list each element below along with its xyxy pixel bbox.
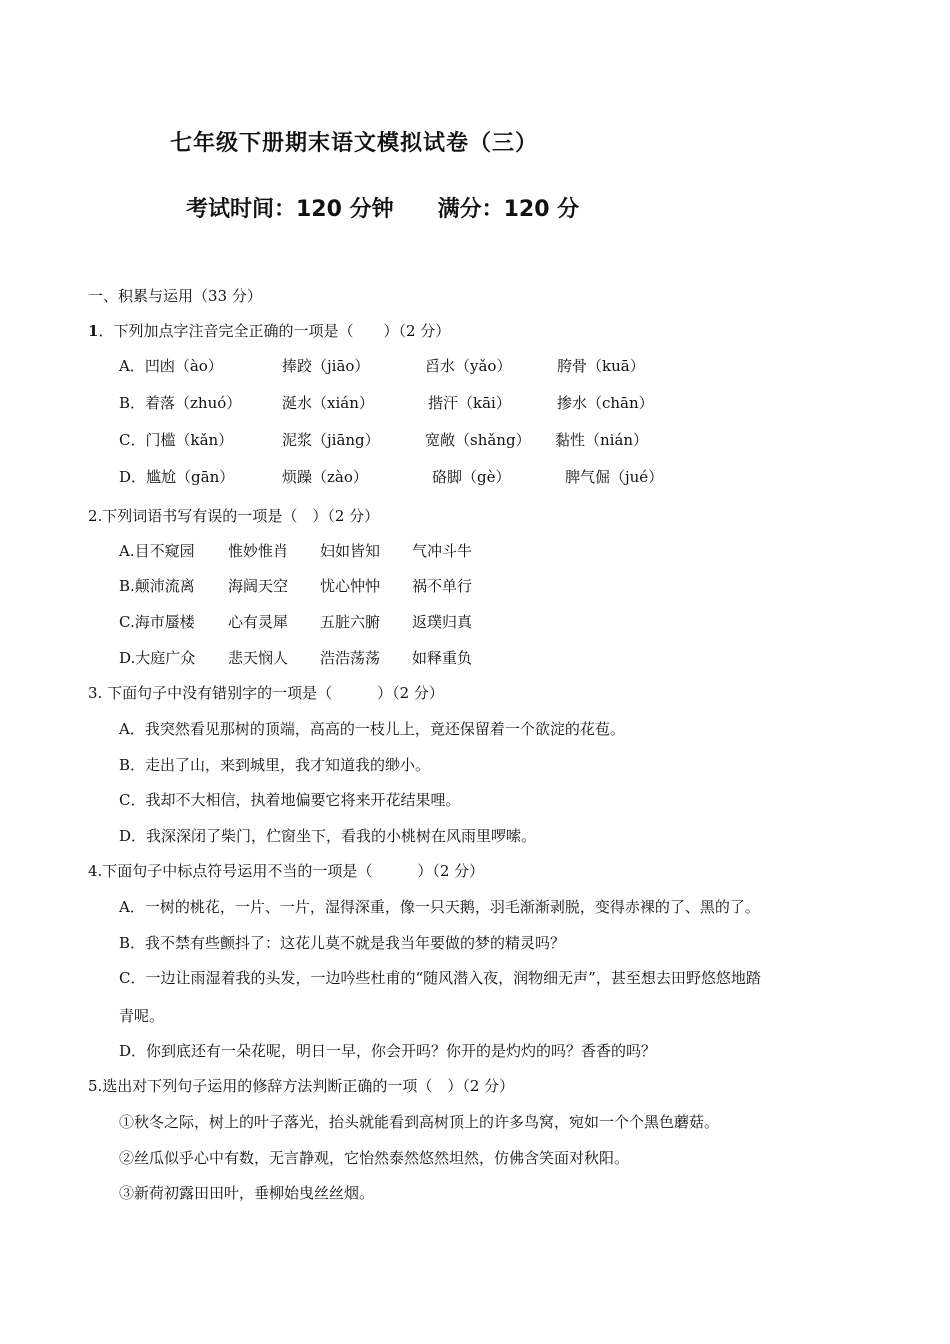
q1-option-d-4: 脾气倔（jué） xyxy=(565,468,664,486)
q1-option-a-3: 舀水（yǎo） xyxy=(425,357,512,375)
question-5-stem: 5.选出对下列句子运用的修辞方法判断正确的一项（ ）（2 分） xyxy=(88,1077,515,1095)
q1-option-b-2: 涎水（xián） xyxy=(282,394,374,412)
q1-option-c-1: C．门槛（kǎn） xyxy=(119,431,234,449)
exam-title: 七年级下册期末语文模拟试卷（三） xyxy=(170,131,539,156)
question-3-stem: 3. 下面句子中没有错别字的一项是（ ）（2 分） xyxy=(88,684,444,702)
q2-option-a-2: 惟妙惟肖 xyxy=(228,542,289,560)
q3-option-a: A．我突然看见那树的顶端，高高的一枝儿上，竟还保留着一个欲淀的花苞。 xyxy=(119,720,625,738)
q4-option-a: A．一树的桃花，一片、一片，湿得深重，像一只天鹅，羽毛渐渐剥脱，变得赤裸的了、黑的了。 xyxy=(119,898,760,916)
section-heading: 一、积累与运用（33 分） xyxy=(88,287,262,305)
q3-option-d: D．我深深闭了柴门，伫窗坐下，看我的小桃树在风雨里啰嗦。 xyxy=(119,827,537,845)
q1-option-a-2: 捧跤（jiāo） xyxy=(282,357,370,375)
q2-option-c-3: 五脏六腑 xyxy=(320,613,381,631)
q1-option-d-3: 硌脚（gè） xyxy=(432,468,511,486)
q1-option-a-4: 胯骨（kuā） xyxy=(557,357,645,375)
q1-option-a-1: A．凹凼（ào） xyxy=(119,357,223,375)
q2-option-a-1: A.目不窥园 xyxy=(119,542,195,560)
q2-option-d-3: 浩浩荡荡 xyxy=(320,649,381,667)
question-2-stem: 2.下列词语书写有误的一项是（ ）（2 分） xyxy=(88,507,380,525)
q2-option-c-2: 心有灵犀 xyxy=(228,613,289,631)
q3-option-b: B．走出了山，来到城里，我才知道我的缈小。 xyxy=(119,756,431,774)
q2-option-a-4: 气冲斗牛 xyxy=(412,542,473,560)
q1-option-b-1: B．着落（zhuó） xyxy=(119,394,242,412)
q2-option-d-4: 如释重负 xyxy=(412,649,473,667)
q4-option-d: D．你到底还有一朵花呢，明日一早，你会开吗？你开的是灼灼的吗？香香的吗？ xyxy=(119,1042,657,1060)
q1-option-c-4: 黏性（nián） xyxy=(555,431,649,449)
q2-option-d-1: D.大庭广众 xyxy=(119,649,196,667)
question-1-number: 1 xyxy=(88,322,99,340)
q4-option-c: C．一边让雨湿着我的头发，一边吟些杜甫的“随风潜入夜，润物细无声”，甚至想去田野悠悠地踏 xyxy=(119,969,761,987)
question-4-stem: 4.下面句子中标点符号运用不当的一项是（ ）（2 分） xyxy=(88,862,485,880)
q2-option-b-3: 忧心忡忡 xyxy=(320,577,381,595)
q5-sentence-3: ③新荷初露田田叶，垂柳始曳丝丝烟。 xyxy=(119,1184,375,1202)
exam-subtitle xyxy=(186,192,579,223)
q2-option-b-1: B.颠沛流离 xyxy=(119,577,195,595)
question-1-stem xyxy=(88,321,450,341)
q1-option-c-3: 宽敞（shǎng） xyxy=(425,431,531,449)
q1-option-c-2: 泥浆（jiāng） xyxy=(282,431,380,449)
q2-option-d-2: 悲天悯人 xyxy=(228,649,289,667)
exam-time: 考试时间：120 分钟 xyxy=(186,197,394,222)
q5-sentence-1: ①秋冬之际，树上的叶子落光，抬头就能看到高树顶上的许多鸟窝，宛如一个个黑色蘑菇。 xyxy=(119,1113,720,1131)
exam-full-score: 满分：120 分 xyxy=(437,197,580,222)
q1-option-d-2: 烦躁（zào） xyxy=(282,468,368,486)
q2-option-b-4: 祸不单行 xyxy=(412,577,473,595)
q2-option-b-2: 海阔天空 xyxy=(228,577,289,595)
q5-sentence-2: ②丝瓜似乎心中有数，无言静观，它怡然泰然悠然坦然，仿佛含笑面对秋阳。 xyxy=(119,1149,630,1167)
q2-option-a-3: 妇如皆知 xyxy=(320,542,381,560)
q4-option-b: B．我不禁有些颤抖了：这花儿莫不就是我当年要做的梦的精灵吗？ xyxy=(119,934,566,952)
q1-option-b-4: 掺水（chān） xyxy=(557,394,654,412)
q2-option-c-4: 返璞归真 xyxy=(412,613,473,631)
q2-option-c-1: C.海市蜃楼 xyxy=(119,613,195,631)
q3-option-c: C．我却不大相信，执着地偏要它将来开花结果哩。 xyxy=(119,791,461,809)
q1-option-d-1: D．尴尬（gān） xyxy=(119,468,235,486)
q1-option-b-3: 揩汗（kāi） xyxy=(428,394,511,412)
question-1-text: ．下列加点字注音完全正确的一项是（ ）（2 分） xyxy=(98,322,451,340)
q4-option-c-continued: 青呢。 xyxy=(119,1007,165,1025)
